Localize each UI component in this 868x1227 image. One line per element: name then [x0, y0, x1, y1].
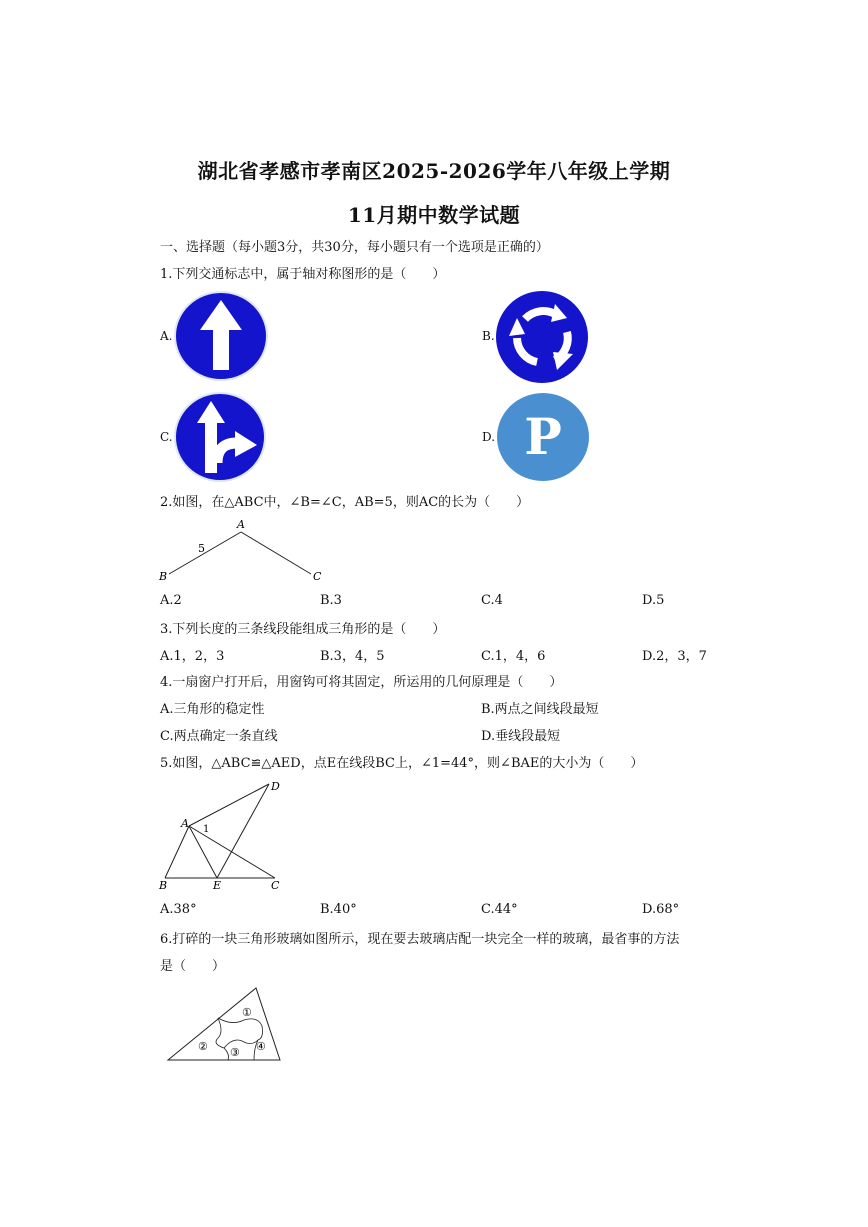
q2-triangle-figure — [155, 514, 335, 586]
q6-stem-line-2: 是（ ） — [160, 959, 226, 974]
q5-angle-label: 1 — [203, 824, 210, 835]
q6-stem-line-1: 6.打碎的一块三角形玻璃如图所示，现在要去玻璃店配一块完全一样的玻璃，最省事的方法 — [160, 932, 680, 947]
q1-option-b-label: B. — [482, 329, 495, 343]
q4-option-d: D.垂线段最短 — [481, 729, 561, 744]
q5-label-c: C — [271, 879, 280, 892]
q3-option-a: A.1，2，3 — [160, 649, 225, 664]
q5-option-d: D.68° — [642, 902, 680, 917]
q3-option-c: C.1，4，6 — [481, 649, 546, 664]
title-line-1: 湖北省孝感市孝南区2025-2026学年八年级上学期 — [197, 159, 671, 183]
q1-option-a-label: A. — [160, 329, 173, 343]
q2-option-a: A.2 — [160, 593, 182, 608]
q1-option-d-label: D. — [482, 430, 496, 444]
q2-label-side: 5 — [198, 542, 205, 555]
q6-piece-3: ③ — [230, 1046, 240, 1059]
q2-option-c: C.4 — [481, 593, 503, 608]
q3-option-d: D.2，3，7 — [642, 649, 707, 664]
q5-label-b: B — [159, 879, 168, 892]
straight-arrow-sign-icon — [173, 290, 269, 386]
q2-option-d: D.5 — [642, 593, 665, 608]
q5-label-e: E — [213, 879, 222, 892]
q6-broken-glass-figure — [162, 982, 286, 1066]
q1-option-c-label: C. — [160, 430, 173, 444]
q5-label-d: D — [271, 780, 280, 793]
q1-stem: 1.下列交通标志中，属于轴对称图形的是（ ） — [160, 267, 446, 282]
q2-option-b: B.3 — [320, 593, 342, 608]
q4-option-a: A.三角形的稳定性 — [160, 702, 265, 717]
q5-label-a: A — [181, 817, 189, 830]
q3-stem: 3.下列长度的三条线段能组成三角形的是（ ） — [160, 622, 446, 637]
q4-stem: 4.一扇窗户打开后，用窗钩可将其固定，所运用的几何原理是（ ） — [160, 675, 563, 690]
q5-congruent-triangles-figure — [155, 776, 295, 892]
parking-letter: P — [524, 407, 562, 466]
roundabout-sign-icon — [495, 290, 589, 388]
q2-label-a: A — [237, 518, 245, 531]
parking-sign-icon — [496, 392, 590, 486]
q2-stem: 2.如图，在△ABC中，∠B=∠C，AB=5，则AC的长为（ ） — [160, 495, 530, 510]
q4-option-b: B.两点之间线段最短 — [481, 702, 599, 717]
q5-option-b: B.40° — [320, 902, 357, 917]
q2-label-c: C — [313, 570, 322, 583]
q6-piece-1: ① — [242, 1006, 252, 1019]
q6-piece-4: ④ — [256, 1040, 266, 1053]
section-heading: 一、选择题（每小题3分，共30分，每小题只有一个选项是正确的） — [160, 240, 549, 255]
q3-option-b: B.3，4，5 — [320, 649, 385, 664]
title-line-2: 11月期中数学试题 — [347, 203, 521, 227]
q5-stem: 5.如图，△ABC≌△AED，点E在线段BC上，∠1=44°，则∠BAE的大小为（ ） — [160, 756, 644, 771]
q5-option-c: C.44° — [481, 902, 518, 917]
q6-piece-2: ② — [198, 1040, 208, 1053]
q5-option-a: A.38° — [160, 902, 197, 917]
q4-option-c: C.两点确定一条直线 — [160, 729, 278, 744]
straight-or-right-sign-icon — [173, 391, 267, 487]
q2-label-b: B — [159, 570, 168, 583]
